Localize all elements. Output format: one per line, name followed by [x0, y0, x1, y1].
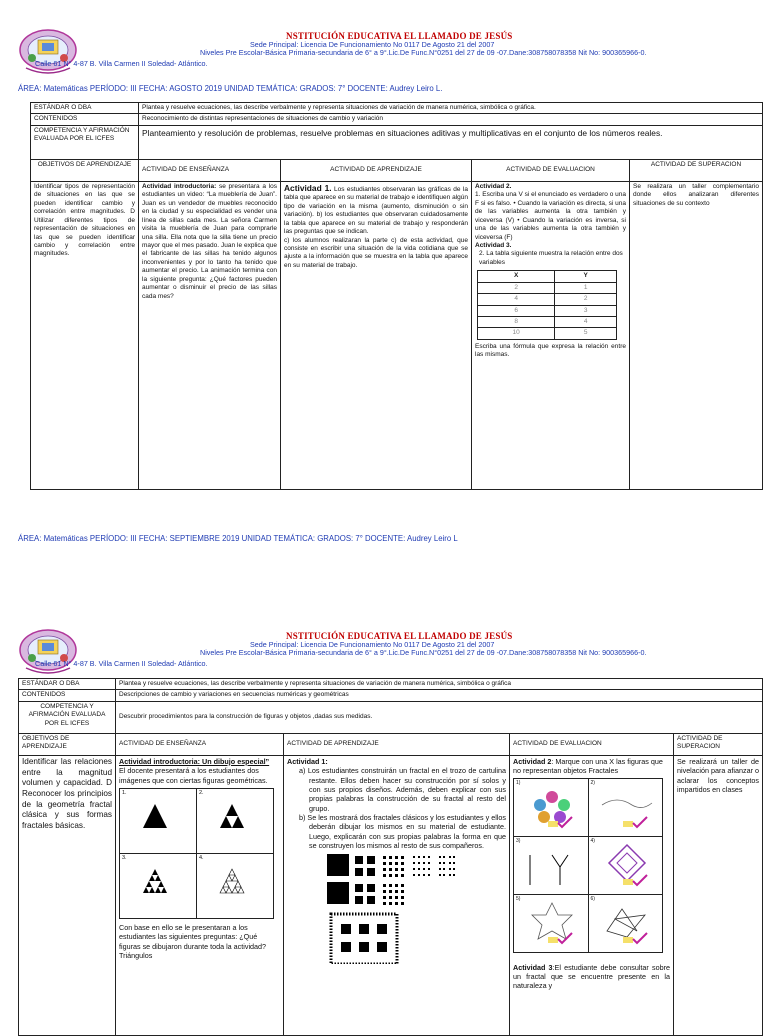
xy-header-y: Y — [555, 271, 617, 282]
objetivos-cell: Identificar las relaciones entre la magnitud volumen y capacidad. D Reconocer los principios de la geometría fractal clásica y sus formas fractales básicas. — [19, 755, 116, 1035]
triangle-icon — [142, 803, 168, 829]
aprendizaje-title: Actividad 1: — [287, 756, 328, 766]
ensenanza-text: se presentara a los estudiantes un video: “La mueblería de Juan”. Juan es un vendedor de muebles reconocido en la ciudad y su especialidad es vender una línea de sillas cada mes. La señora Carmen visita la mueblería de Juan para comprarle una silla. Ella nota que la silla tiene un precio mayor que el mes pasado. Juan le explica que el fabricante de las sillas ha tenido algunos inconvenientes y por lo tanto ha tenido que aumentar el precio. La animación termina con la siguiente pregunta: ¿Qué factores pueden aumentar o disminuir el precio de las sillas cada mes? — [142, 182, 277, 300]
xy-cell: 5 — [555, 328, 617, 339]
superacion-cell: Se realizara un taller complementario donde ellos analizaran diferentes situaciones de su contexto — [630, 181, 763, 489]
figure-cell — [197, 853, 274, 918]
row-label-contenidos: CONTENIDOS — [19, 690, 116, 701]
xy-cell: 4 — [555, 317, 617, 328]
image-number: 4) — [590, 837, 595, 844]
column-header-aprendizaje: ACTIVIDAD DE APRENDIZAJE — [281, 159, 472, 181]
image-number: 1) — [516, 779, 521, 786]
snowflake-fractal-icon — [597, 843, 657, 888]
evaluacion-title: Actividad 2. — [475, 182, 512, 190]
row-label-estandar: ESTÁNDAR O DBA — [31, 103, 139, 114]
fractal-image-cell — [514, 894, 589, 952]
lesson-plan-table — [30, 102, 763, 490]
column-header-evaluacion: ACTIVIDAD DE EVALUACION — [510, 733, 674, 755]
row-value-estandar: Plantea y resuelve ecuaciones, las describe verbalmente y representa situaciones de variación de manera numérica, simbólica o gráfica — [116, 679, 763, 690]
figure-number: 4. — [199, 854, 204, 861]
header-license-line: Sede Principal: Licencia De Funcionamiento No 0117 De Agosto 21 del 2007 — [250, 40, 495, 49]
xy-cell: 1 — [555, 282, 617, 293]
image-number: 2) — [590, 779, 595, 786]
aprendizaje-text: Los estudiantes observaran las gráficas de la tabla que aparece en su material de trabajo e identifiquen algún tipo de variación en la misma (aumento, disminución o sin variación). b) los estudiantes que observaran cuidadosamente la tabla que aparece en su material de trabajo y responderán las preguntas que se indican. — [284, 185, 468, 236]
image-number: 3) — [516, 837, 521, 844]
row-value-contenidos: Reconocimiento de distintas representaciones de situaciones de cambio y variación — [139, 114, 763, 125]
aprendizaje-cell — [281, 181, 472, 489]
xy-cell: 2 — [555, 294, 617, 305]
header-levels-line: Niveles Pre Escolar-Básica Primaria-secundaria de 6° a 9°.Lic.De Func.N°0251 del 27 de 09 -07.Dane:308758078358 Nit No: 900365966-0. — [200, 48, 647, 57]
row-label-contenidos: CONTENIDOS — [31, 114, 139, 125]
aprendizaje-b-text: Se les mostrará dos fractales clásicos y los estudiantes y ellos deberán dibujar los mismos en su material de estudiante. Luego, explicarán con sus propias palabras la forma en que se construyen los mismos al resto de sus compañeros. — [307, 813, 507, 851]
figure-cell — [197, 788, 274, 853]
evaluacion-heading — [513, 757, 670, 776]
sierpinski-triangle-outline-icon — [219, 868, 245, 894]
header-address: Calle 61 N° 4-87 B. Villa Carmen II Soledad- Atlántico. — [35, 659, 208, 668]
row-value-estandar: Plantea y resuelve ecuaciones, las describe verbalmente y representa situaciones de variación de manera numérica, simbólica o gráfica. — [139, 103, 763, 114]
evaluacion-title-2: Actividad 3. — [475, 241, 512, 249]
aprendizaje-text-2: c) los alumnos realizaran la parte c) de esta actividad, que consiste en escribir una situación de la vida cotidiana que se ajuste a la información que se muestra en la tabla que aparece en su material de trabajo. — [284, 236, 468, 269]
evaluacion-title-2: Actividad 3 — [513, 962, 553, 972]
evaluacion-cell — [472, 181, 630, 489]
school-header — [0, 28, 768, 88]
figure-number: 1. — [122, 789, 127, 796]
ensenanza-text-2: Con base en ello se le presentaran a los estudiantes las siguientes preguntas: ¿Qué figuras se dibujaron durante toda la actividad? — [119, 922, 267, 951]
column-header-ensenanza: ACTIVIDAD DE ENSEÑANZA — [116, 733, 284, 755]
column-header-evaluacion: ACTIVIDAD DE EVALUACION — [472, 159, 630, 181]
xy-cell: 8 — [478, 317, 555, 328]
figure-cell — [120, 853, 197, 918]
cantor-dust-fractal-image — [327, 854, 497, 964]
image-number: 6) — [590, 895, 595, 902]
row-label-competencia: COMPETENCIA Y AFIRMACIÓN EVALUADA POR EL ICFES — [31, 125, 139, 159]
flower-fractal-icon — [522, 785, 582, 830]
plan-info-line-2: ÁREA: Matemáticas PERÍODO: III FECHA: SEPTIEMBRE 2019 UNIDAD TEMÁTICA: GRADOS: 7° DOCENTE: Audrey Leiro L — [18, 534, 458, 543]
row-value-competencia: Planteamiento y resolución de problemas, resuelve problemas en situaciones aditivas y multiplicativas en el conjunto de los números reales. — [139, 125, 763, 159]
aprendizaje-item-b: b) Se les mostrará dos fractales clásicos y los estudiantes y ellos deberán dibujar los mismos en su material de estudiante. Luego, explicarán con sus propias palabras la forma en que se construyen los mismos al resto de sus compañeros. — [299, 813, 507, 851]
lesson-plan-table-2 — [18, 678, 763, 1036]
aprendizaje-cell — [284, 755, 510, 1035]
figure-cell — [120, 788, 197, 853]
fractal-image-cell — [514, 836, 589, 894]
xy-cell: 10 — [478, 328, 555, 339]
row-label-estandar: ESTÁNDAR O DBA — [19, 679, 116, 690]
xy-cell: 6 — [478, 305, 555, 316]
fractal-image-cell — [588, 836, 663, 894]
ensenanza-cell — [139, 181, 281, 489]
row-value-contenidos: Descripciones de cambio y variaciones en secuencias numéricas y geométricas — [116, 690, 763, 701]
column-header-superacion: ACTIVIDAD DE SUPERACION — [674, 733, 763, 755]
evaluacion-text: 1. Escriba una V si el enunciado es verdadero o una F si es falso. • Cuando la variación es directa, si una de las variables aumenta la otra también y viceversa (V) • Cuando la variación es inversa, si una de las variables aumenta la otra también y viceversa (F) — [475, 191, 626, 241]
evaluacion-cell — [510, 755, 674, 1035]
xy-header-x: X — [478, 271, 555, 282]
sierpinski-triangle-icon — [219, 803, 245, 829]
superacion-cell: Se realizará un taller de nivelación para afianzar o aclarar los conceptos impartidos en clases — [674, 755, 763, 1035]
column-header-ensenanza: ACTIVIDAD DE ENSEÑANZA — [139, 159, 281, 181]
fractal-images-grid — [513, 778, 663, 953]
sierpinski-triangle-icon — [142, 868, 168, 894]
tree-branch-icon — [522, 843, 582, 888]
image-number: 5) — [516, 895, 521, 902]
aprendizaje-a-text: Los estudiantes construirán un fractal en el trozo de cartulina restante. Ellos deben hacer su construcción por sí solos y con sus propios diseños. Además, deben explicar con sus propias palabras la construcción de su fractal al resto del grupo. — [307, 766, 506, 813]
header-address: Calle 61 N° 4-87 B. Villa Carmen II Soledad- Atlántico. — [35, 59, 208, 68]
column-header-objetivos: OBJETIVOS DE APRENDIZAJE — [19, 733, 116, 755]
column-header-objetivos: OBJETIVOS DE APRENDIZAJE — [31, 159, 139, 181]
xy-cell: 3 — [555, 305, 617, 316]
evaluacion-title: Actividad 2 — [513, 756, 552, 766]
scribble-shape-icon — [597, 901, 657, 946]
school-name: NSTITUCIÓN EDUCATIVA EL LLAMADO DE JESÚS — [286, 631, 513, 641]
ensenanza-text-3: Triángulos — [119, 951, 153, 961]
evaluacion-text: : Marque con una X las figuras que no representan objetos Fractales — [513, 756, 663, 776]
ensenanza-cell — [116, 755, 284, 1035]
xy-cell: 2 — [478, 282, 555, 293]
fractal-image-cell — [514, 778, 589, 836]
objetivos-cell: Identificar tipos de representación de situaciones en las que se pueden identificar cambio y correlación entre magnitudes. D Utilizar diferentes tipos de representación de situaciones en las que se pueden identificar cambio y correlación entre magnitudes. — [31, 181, 139, 489]
xy-cell: 4 — [478, 294, 555, 305]
header-levels-line: Niveles Pre Escolar-Básica Primaria-secundaria de 6° a 9°.Lic.De Func.N°0251 del 27 de 09 -07.Dane:308758078358 Nit No: 900365966-0. — [200, 648, 647, 657]
evaluacion-text-2: :El estudiante debe consultar sobre un fractal que se encuentre presente en la naturaleza y — [513, 962, 670, 991]
ensenanza-text: El docente presentará a los estudiantes dos imágenes que con ciertas figuras geométricas. — [119, 766, 268, 785]
triangle-figures-grid — [119, 788, 274, 919]
evaluacion-text-3: Escriba una fórmula que expresa la relación entre las mismas. — [475, 342, 626, 359]
figure-number: 2. — [199, 789, 204, 796]
row-label-competencia: COMPETENCIA Y AFIRMACIÓN EVALUADA POR EL ICFES — [19, 701, 116, 733]
ensenanza-title: Actividad introductoria: — [142, 182, 217, 190]
fractal-image-cell — [588, 778, 663, 836]
header-license-line: Sede Principal: Licencia De Funcionamiento No 0117 De Agosto 21 del 2007 — [250, 640, 495, 649]
row-value-competencia: Descubrir procedimientos para la construcción de figuras y objetos ,dadas sus medidas. — [116, 701, 763, 733]
aprendizaje-title: Actividad 1. — [284, 182, 332, 193]
figure-number: 3. — [122, 854, 127, 861]
fractal-image-cell — [588, 894, 663, 952]
aprendizaje-item-a: a) Los estudiantes construirán un fractal en el trozo de cartulina restante. Ellos deben hacer su construcción por sí solos y con sus propios diseños. Además, deben explicar con sus propias palabras la construcción de su fractal al resto del grupo. — [299, 766, 506, 813]
star-outline-icon — [522, 901, 582, 946]
ensenanza-title: Actividad introductoria: Un dibujo especial” — [119, 756, 270, 766]
evaluacion-heading-2 — [513, 963, 670, 991]
column-header-aprendizaje: ACTIVIDAD DE APRENDIZAJE — [284, 733, 510, 755]
evaluacion-text-2: 2. La tabla siguiente muestra la relación entre dos variables — [479, 250, 623, 266]
plan-info-line: ÁREA: Matemáticas PERÍODO: III FECHA: AGOSTO 2019 UNIDAD TEMÁTICA: GRADOS: 7° DOCENTE: Audrey Leiro L. — [18, 84, 443, 93]
school-name: NSTITUCIÓN EDUCATIVA EL LLAMADO DE JESÚS — [286, 31, 513, 41]
spiral-line-icon — [597, 785, 657, 830]
column-header-superacion: ACTIVIDAD DE SUPERACION — [630, 159, 763, 181]
xy-table — [477, 270, 617, 340]
